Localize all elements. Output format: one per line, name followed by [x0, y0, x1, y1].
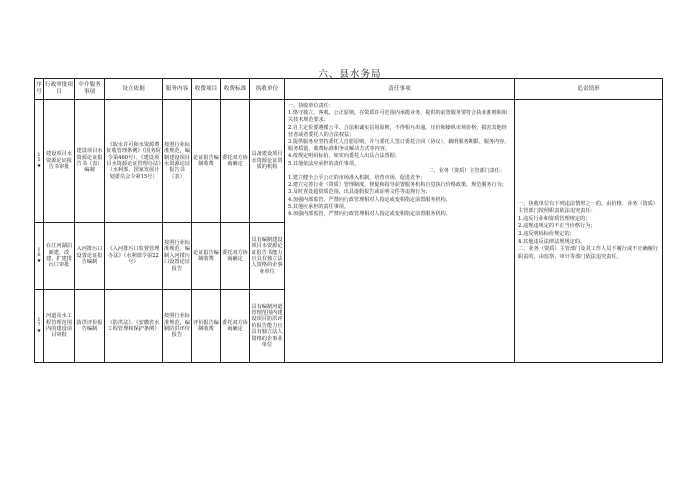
duty-line: 2.自主定价要遵循公平、合法和诚实信用原则，不得相互串通、压价和操纵市场价格，损害其他经营者或者委托人的合法权益；	[288, 124, 507, 138]
table-header-row	[35, 79, 663, 100]
row-content: 按照行业标准规范，编制防洪评价报告	[163, 290, 192, 363]
row-seq: 16★	[35, 223, 44, 290]
header-seq: 序号	[35, 79, 44, 100]
row-basis: 《防洪法》、《安徽省水工程管理和保护条例》	[105, 290, 163, 363]
row-service: 入河排污口设置论证报告编制	[75, 223, 105, 290]
row-service: 防洪评价报告编制	[75, 290, 105, 363]
row-item: 建设项目水资源论证报告书审批	[44, 100, 75, 223]
duty-line: 5.其他依法应承担的责任事项。	[288, 160, 360, 167]
row-collector: 具备建设项目水资源论证资质的机构	[250, 100, 285, 223]
row-content: 按照行业标准规范，编制入河排污口设置论证报告	[163, 223, 192, 290]
accountability-line: 2.违规违规定的不正当价格行为；	[518, 223, 596, 230]
duty-line: 1.恪守独立、客观、公正原则，在资质许可范围内承揽业务，提供的前置服务要符合执业准则和相关技术规范要求；	[288, 110, 507, 124]
duty-line: 5.其他应承担的责任事项。	[288, 203, 349, 210]
row-standard: 委托双方协商确定	[221, 290, 250, 363]
row-content: 按照行业标准规范，编制建设项目水资源论证报告书（表）	[163, 100, 192, 223]
header-item: 行政审批项目	[44, 79, 75, 100]
row-standard: 委托双方协商确定	[221, 223, 250, 290]
row-collector: 具有编制河道管理范围内建设项目防洪评价报告能力且具有独立法人资格的企事业单位	[250, 290, 285, 363]
accountability-line: 1.违反行业和资质管理规定的；	[518, 215, 591, 222]
duty-line: 4.加强内部监管，严禁向行政管理相对人指定或变相指定前置服务机构。	[288, 196, 451, 203]
row-basis: 《取水许可和水资源费征收管理条例》（国务院令第460号）、《建设项目水资源论证管理办法》（水利部、国家发展计划委员会令第15号）	[105, 100, 163, 223]
header-duties: 责任事项	[285, 79, 515, 100]
row-item: 在江河湖泊新建、改建、扩建排污口审批	[44, 223, 75, 290]
header-standard: 收费标准	[221, 79, 250, 100]
duty-line: 3.及时查处超资质范围、出具虚假报告或证明文件等违规行为；	[288, 189, 431, 196]
page-title: 六、县水务局	[318, 69, 382, 80]
accountability-line: 一、执收单位有下列违法情形之一的，由价格、业务（资质）主管部门按照职责依法追究责任：	[518, 200, 659, 215]
row-basis: 《入河排污口监督管理办法》（水利部令第22号）	[105, 223, 163, 290]
accountability-line: 3.违反明码标价规定的；	[518, 231, 575, 237]
duty-line: 一、执收单位责任：	[288, 103, 334, 109]
duty-line: 3.提供服务应坚持委托人自愿原则，并与委托人签订委托合同（协议），载明服务期限、服务内容、服务质量、收费标准和争议解决方式等内容；	[288, 139, 510, 153]
accountability-line: 二、业务（资质）主管部门及其工作人员不履行或不正确履行职责的，由监察、审计等部门依法追究责任。	[518, 246, 659, 260]
header-accountability: 追责情形	[515, 79, 663, 100]
header-basis: 设立依据	[105, 79, 163, 100]
table-row	[35, 100, 663, 223]
row-standard: 委托双方协商确定	[221, 100, 250, 223]
row-fee: 评价报告编制收费	[192, 290, 221, 363]
header-service: 中介服务事项	[75, 79, 105, 100]
header-collector: 执收单位	[250, 79, 285, 100]
duty-heading: 二、业务（资质）主管部门责任：	[428, 167, 505, 174]
row-service: 建设项目水资源论证报告书（表）编制	[75, 100, 105, 223]
header-content: 服务内容	[163, 79, 192, 100]
accountability-cell	[515, 100, 663, 363]
row-seq: 15★	[35, 100, 44, 223]
row-collector: 具有编制建设项目水资源论证报告书能力且具有独立法人资格的企事业单位	[250, 223, 285, 290]
service-table	[34, 78, 663, 363]
row-seq: 17★	[35, 290, 44, 363]
header-fee: 收费项目	[192, 79, 221, 100]
accountability-line: 4.其他违反法律法规规定的。	[518, 238, 586, 245]
duty-line: 4.加强内部监管，严禁向行政管理相对人指定或变相指定前置服务机构。	[288, 211, 451, 218]
duty-line: 1.建立健全公平公正的市场准入机制，培育市场，促进竞争；	[288, 175, 426, 182]
duties-cell	[285, 100, 515, 363]
duty-line: 4.按规定明码标价，如实向委托人出具合法票据；	[288, 153, 400, 160]
row-item: 河道及水工程管理范围内的建设项目审批	[44, 290, 75, 363]
row-fee: 论证报告编制收费	[192, 100, 221, 223]
duty-line: 2.建立完善行业（资质）管理制度，督促和指导前置服务机构自觉执行价格政策，规范服务行为；	[288, 182, 507, 189]
row-fee: 论证报告编制收费	[192, 223, 221, 290]
